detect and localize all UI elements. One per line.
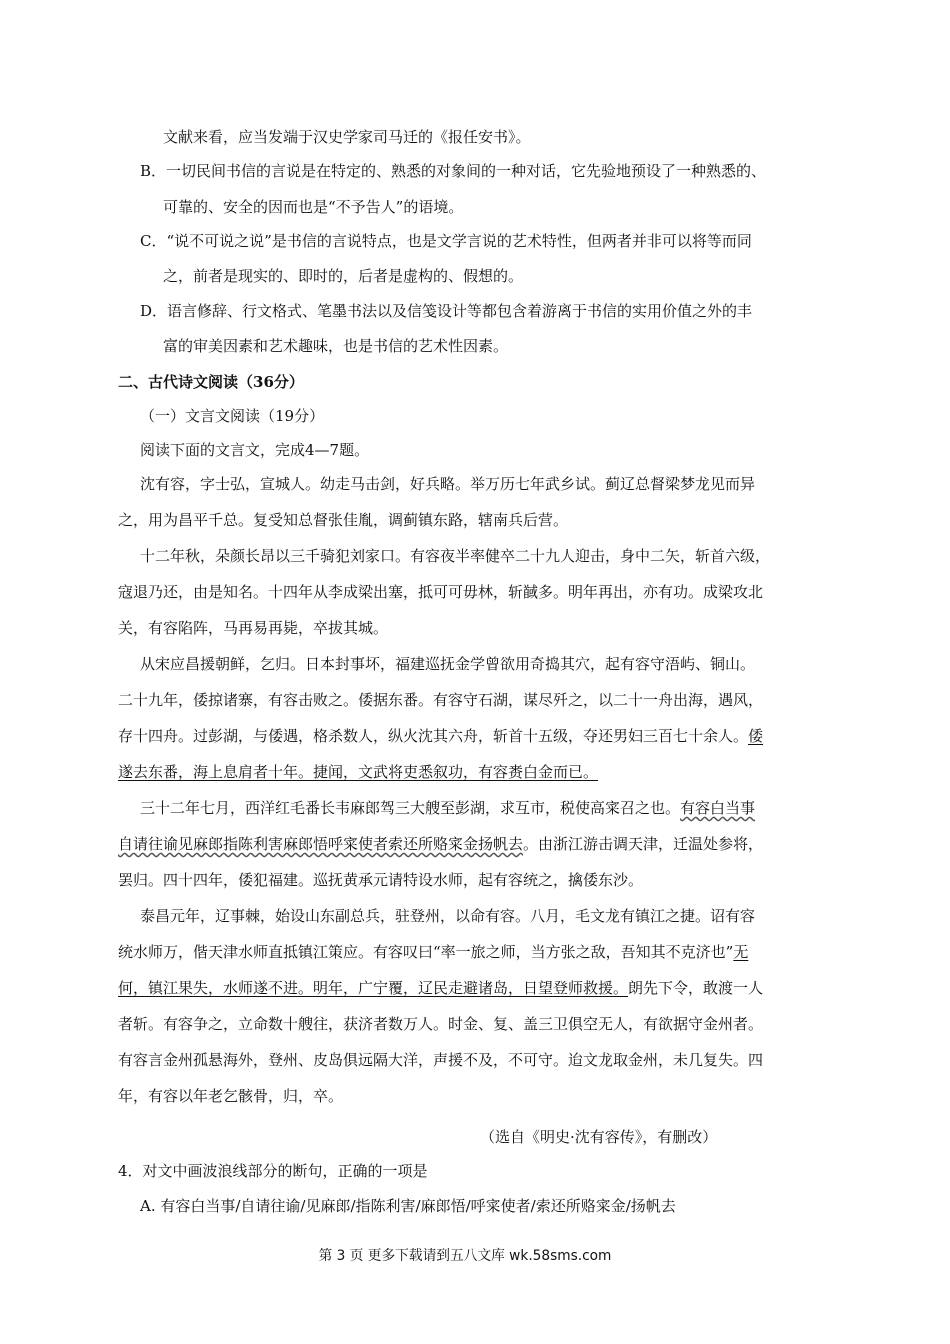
para-1-line-1: 沈有容，字士弘，宣城人。幼走马击剑，好兵略。举万历七年武乡试。蓟辽总督梁梦龙见而异 (140, 475, 756, 493)
option-c-line-2: 之，前者是现实的、即时的，后者是虚构的、假想的。 (163, 267, 524, 285)
para-4-line-2-text: 。由浙江游击调天津，迁温处参将， (523, 835, 764, 853)
para-5-line-5: 有容言金州孤悬海外，登州、皮岛俱远隔大洋，声援不及，不可守。迨文龙取金州，未几复失。四 (118, 1051, 764, 1069)
question-option-a: A. 有容白当事/自请往谕/见麻郎/指陈利害/麻郎悟/呼寀使者/索还所赂寀金/扬帆去 (140, 1197, 676, 1215)
question-stem: 4．对文中画波浪线部分的断句，正确的一项是 (118, 1162, 428, 1180)
para-4-line-1-text: 三十二年七月，西洋红毛番长韦麻郎驾三大艘至彭湖，求互市，税使高寀召之也。 (140, 799, 681, 817)
instruction: 阅读下面的文言文，完成4—7题。 (140, 441, 370, 459)
para-5-line-1: 泰昌元年，辽事棘，始设山东副总兵，驻登州，以命有容。八月，毛文龙有镇江之捷。诏有容 (140, 907, 756, 925)
para-1-line-2: 之，用为昌平千总。复受知总督张佳胤，调蓟镇东路，辖南兵后营。 (118, 511, 569, 529)
section-heading: 二、古代诗文阅读（36分） (118, 373, 304, 391)
para-4-line-3: 罢归。四十四年，倭犯福建。巡抚黄承元请特设水师，起有容统之，擒倭东沙。 (118, 871, 644, 889)
para-2-line-1: 十二年秋，朵颜长昂以三千骑犯刘家口。有容夜半率健卒二十九人迎击，身中二矢，斩首六级， (140, 547, 771, 565)
wavy-underlined-end: 自请往谕见麻郎指陈利害麻郎悟呼寀使者索还所赂寀金扬帆去 (118, 835, 524, 853)
para-2-line-2: 寇退乃还，由是知名。十四年从李成梁出塞，抵可可毋林，斩馘多。明年再出，亦有功。成梁攻北 (118, 583, 764, 601)
option-b-line-1: B．一切民间书信的言说是在特定的、熟悉的对象间的一种对话，它先验地预设了一种熟悉的、 (140, 162, 767, 180)
option-c-line-1: C．“说不可说之说”是书信的言说特点，也是文学言说的艺术特性，但两者并非可以将等而同 (140, 232, 752, 250)
para-4-line-1 (140, 798, 755, 818)
para-5-line-6: 年，有容以年老乞骸骨，归，卒。 (118, 1087, 344, 1105)
page-footer: 第 3 页 更多下载请到五八文库 wk.58sms.com (318, 1248, 612, 1264)
para-5-line-2-text: 统水师万，偕天津水师直抵镇江策应。有容叹曰“率一旅之师，当方张之敌，吾知其不克济也” (118, 943, 734, 961)
para-3-line-2: 二十九年，倭掠诸寨，有容击败之。倭据东番。有容守石湖，谋尽歼之，以二十一舟出海，遇风， (118, 691, 764, 709)
subsection-heading: （一）文言文阅读（19分） (140, 407, 325, 425)
para-5-line-3 (118, 978, 763, 998)
wavy-underlined-start: 有容白当事 (680, 799, 756, 817)
passage-tail: 文献来看，应当发端于汉史学家司马迁的《报任安书》。 (163, 128, 531, 146)
underlined-sentence-start: 倭 (748, 727, 764, 745)
option-d-line-1: D．语言修辞、行文格式、笔墨书法以及信笺设计等都包含着游离于书信的实用价值之外的丰 (140, 302, 753, 320)
option-d-line-2: 富的审美因素和艺术趣味，也是书信的艺术性因素。 (163, 337, 509, 355)
para-2-line-3: 关，有容陷阵，马再易再毙，卒拔其城。 (118, 619, 389, 637)
para-5-line-2 (118, 942, 748, 962)
para-3-line-3-text: 存十四舟。过彭湖，与倭遇，格杀数人，纵火沈其六舟，斩首十五级，夺还男妇三百七十余人。 (118, 727, 749, 745)
para-4-line-2 (118, 834, 763, 854)
underlined-sentence-end: 遂去东番，海上息肩者十年。捷闻，文武将吏悉叙功，有容赉白金而已。 (118, 763, 599, 781)
para-3-line-3 (118, 726, 763, 746)
option-b-line-2: 可靠的、安全的因而也是“不予告人”的语境。 (163, 198, 464, 216)
source-citation: （选自《明史·沈有容传》，有删改） (480, 1128, 718, 1146)
underlined-sentence-2-start: 无 (733, 943, 749, 961)
underlined-sentence-2-end: 何，镇江果失，水师遂不进。明年，广宁覆，辽民走避诸岛，日望登师救援。 (118, 979, 629, 997)
para-3-line-1: 从宋应昌援朝鲜，乞归。日本封事坏，福建巡抚金学曾欲用奇捣其穴，起有容守浯屿、铜山。 (140, 655, 756, 673)
para-5-line-3-text: 朗先下令，敢渡一人 (628, 979, 764, 997)
para-5-line-4: 者斩。有容争之，立命数十艘往，获济者数万人。时金、复、盖三卫俱空无人，有欲据守金州者。 (118, 1015, 764, 1033)
